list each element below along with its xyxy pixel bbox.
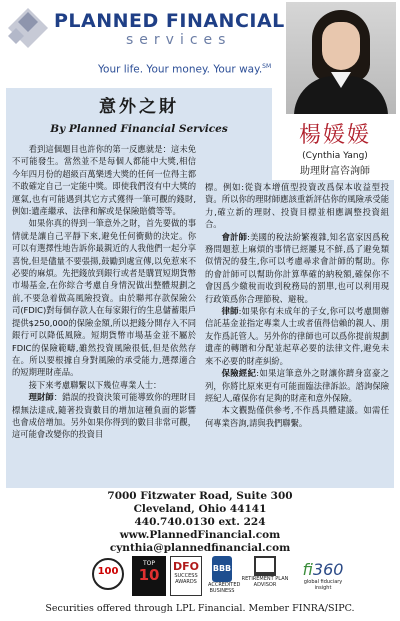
tagline (98, 63, 271, 76)
badge-retirement (240, 556, 290, 596)
contact-website[interactable]: www.PlannedFinancial.com (119, 529, 281, 541)
article-title: 意外之財 (99, 97, 179, 117)
accountant-text: :美國的稅法紛繁複雜,知名富家因爲稅務問題惹上麻煩的事情已經屢見不鮮,爲了避免類似情況的發生,你可以考慮尋求會計師的幫助。你的會計師可以幫助你計算準確的納稅額,確保你不會因爲少繳稅而收到稅務局的罰單,也可以利用現行政策爲你合理節稅、避稅。 (205, 231, 389, 304)
badge-fi360-sub: global fiduciary insight (303, 579, 343, 591)
paragraph-planner-cont: 標。例如:從資本增值型投資改爲保本收益型投資。所以你的理財師應該重新評估你的風險承受能力,確立新的理財、投資目標並相應調整投資組合。 (205, 182, 389, 230)
badge-dfo-title: DFO (173, 560, 199, 573)
badge-100-label: 100 (97, 566, 119, 577)
badge-top10-top: TOP (142, 560, 155, 567)
award-badges (8, 556, 392, 596)
badge-top10 (132, 556, 166, 596)
badge-dfo-sub: SUCCESS AWARDS (174, 573, 198, 585)
advisor-name-box (270, 114, 400, 176)
brand-subtitle: services (126, 32, 232, 48)
retirement-columns-icon (254, 556, 276, 576)
badge-100 (90, 556, 126, 596)
planner-label: 理財師 (28, 392, 54, 403)
insurance-label: 保險經紀 (221, 368, 257, 379)
accountant-label: 會計師 (221, 231, 248, 242)
badge-bbb-sub: ACCREDITED BUSINESS (208, 582, 241, 594)
fi360-num: 360 (312, 560, 344, 579)
paragraph-contacts: 接下來考慮聯繫以下幾位專業人士： (28, 379, 162, 390)
brand-name: PLANNED FINANCIAL (54, 10, 285, 32)
lawyer-text: :如果你有未成年的子女,你可以考慮開辦信託基金並指定專業人士或者值得信賴的親人、朋友作爲託管人。另外你的律師也可以爲你提前規劃遺產的轉贈和分配並起草必要的法律文件,避免未來不必要的財產糾紛。 (205, 306, 389, 366)
contact-phone: 440.740.0130 ext. 224 (134, 516, 266, 528)
contact-email[interactable]: cynthia@plannedfinancial.com (109, 542, 291, 554)
paragraph-accountant (205, 231, 389, 305)
badge-fi360-logo (300, 556, 346, 579)
paragraph-closing: 本文觀點僅供參考,不作爲具體建議。如需任何專業咨詢,請與我們聯繫。 (205, 405, 389, 428)
paragraph-advice: 如果你真的得到一筆意外之財，首先要做的事情就是讓自己平靜下來,避免任何衝動的決定。你可以有選擇性地告訴你最親近的人我他們一起分享喜悅,但是儘量不要張揚,鼓勵到處宣傳,以免惹來不必要的麻煩。先把錢放到銀行或者是購買短期貨幣市場基金,在你綜合考慮自身情況做出整體規劃之前,不要急着做高風險投資。由於聯邦存款保險公司(FDIC)對每個存款人在每家銀行的生息儲蓄賬戶提供$250,000的保險金額,所以把錢分開存入不同銀行可以降低風險。短期貨幣市場基金並不屬於FDIC的保險範疇,雖然投資風險很低,但是依然存在。所以要根據自身對風險的承受能力,選擇適合的短期理財產品。 (12, 218, 196, 378)
advisor-signature: 楊媛媛 (298, 123, 371, 148)
paragraph-insurance (205, 367, 389, 404)
advisor-role: 助理財富咨詢師 (300, 166, 370, 177)
badge-bbb (208, 556, 241, 596)
article-right-column (205, 181, 389, 429)
service-mark: SM (262, 63, 272, 70)
logo-diamond-icon (8, 8, 48, 48)
article-left-column (12, 143, 196, 441)
badge-fi360 (300, 556, 346, 596)
badge-dfo (170, 556, 202, 596)
article-byline: By Planned Financial Services (50, 123, 228, 135)
advisor-photo (286, 2, 396, 114)
bbb-torch-icon: BBB (212, 556, 232, 582)
paragraph-intro: 看到這個題目也許你的第一反應就是：這未免不可能發生。當然並不是每個人都能中大獎,相信今年四月份的超級百萬樂透大獎的任何一位得主都不敢確定自己一定能中獎。即使我們沒有中大獎的運氣,也有可能遇到其它方式獲得一筆可觀的錢財,例如:遺產繼承、法律和解或是保險賠償等等。 (12, 144, 196, 217)
contact-block (0, 490, 400, 555)
badge-retirement-label: RETIREMENT PLAN ADVISOR (241, 576, 289, 588)
paragraph-planner (12, 391, 196, 441)
contact-city: Cleveland, Ohio 44141 (133, 503, 267, 515)
tagline-text: Your life. Your money. Your way. (98, 63, 263, 76)
contact-address: 7000 Fitzwater Road, Suite 300 (107, 490, 293, 502)
paragraph-lawyer (205, 305, 389, 367)
advisor-english-name: (Cynthia Yang) (302, 151, 368, 161)
badge-top10-num: 10 (138, 566, 160, 584)
planner-text: ：錯誤的投資決策可能導致你的理財目標無法達成,隨著投資數目的增加這種負面的影響也會成倍增加。另外如果你得到的數目非常可觀，這可能會改變你的投資目 (12, 392, 196, 440)
fi360-fi: fi (302, 560, 313, 579)
footer-disclosure: Securities offered through LPL Financial. Member FINRA/SIPC. (45, 603, 355, 614)
lawyer-label: 律師 (221, 306, 239, 317)
insurance-text: :如果這筆意外之財讓你躋身富豪之列，你將比原來更有可能面臨法律訴訟。諮詢保險經紀人,確保你有足夠的財產和意外保險。 (205, 368, 389, 403)
